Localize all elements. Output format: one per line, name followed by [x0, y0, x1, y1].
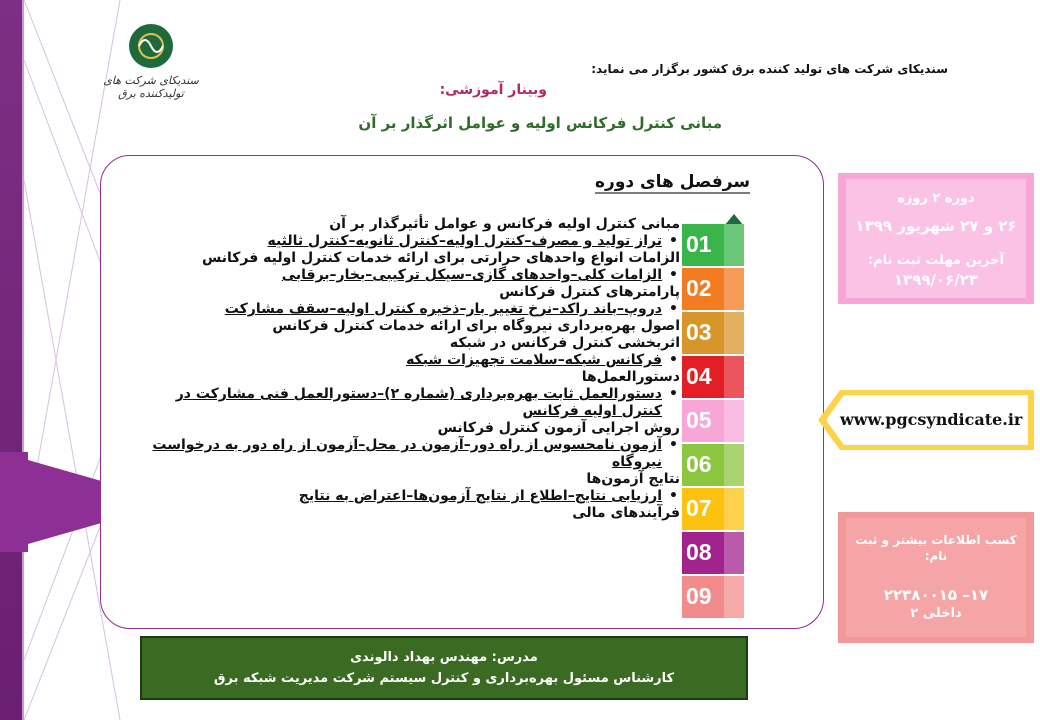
tower-block [682, 356, 744, 398]
logo-icon [129, 24, 173, 68]
syllabus-heading: سرفصل های دوره [595, 172, 751, 192]
deadline-date: ۱۳۹۹/۰۶/۲۳ [893, 271, 979, 289]
syllabus-item-text: پارامترهای کنترل فرکانس [499, 284, 680, 300]
website-link[interactable]: www.pgcsyndicate.ir [840, 410, 1023, 429]
syllabus-item-text: الزامات انواع واحدهای حرارتی برای ارائه خدمات کنترل اولیه فرکانس [201, 250, 680, 266]
teacher-name: مدرس: مهندس بهداد دالوندی [350, 650, 538, 665]
tower-block-side [724, 444, 744, 486]
syllabus-item-text: دستورالعمل‌ها [581, 369, 680, 385]
syllabus-item-text: فرآیندهای مالی [572, 505, 680, 521]
deadline-label: آخرین مهلت ثبت نام: [867, 253, 1005, 268]
tower-block-side [724, 224, 744, 266]
syllabus-item-text: روش اجرایی آزمون کنترل فرکانس [437, 420, 680, 436]
contact-phone: ۱۷– ۲۲۳۸۰۰۱۵ [883, 586, 989, 604]
syllabus-item-text: تراز تولید و مصرف–کنترل اولیه–کنترل ثانویه–کنترل ثالثیه [267, 233, 662, 249]
tower-block-side [724, 400, 744, 442]
syllabus-subitem [140, 437, 680, 471]
syllabus-item [140, 420, 680, 437]
syllabus-item-text: مبانی کنترل اولیه فرکانس و عوامل تأثیرگذار بر آن [329, 216, 680, 232]
dates-text: ۲۶ و ۲۷ شهریور ۱۳۹۹ [855, 217, 1017, 235]
syllabus-item-text: اثربخشی کنترل فرکانس در شبکه [449, 335, 680, 351]
tower-block [682, 444, 744, 486]
syllabus-item [140, 471, 680, 488]
syllabus-subitem [140, 386, 680, 420]
tower-block-side [724, 576, 744, 618]
tower-block-side [724, 356, 744, 398]
syllabus-item-text: دستورالعمل ثابت بهره‌برداری (شماره ۲)–دستورالعمل فنی مشارکت در کنترل اولیه فرکانس [175, 386, 662, 419]
syllabus-item-text: آزمون نامحسوس از راه دور–آزمون در محل–آزمون از راه دور به درخواست نیروگاه [152, 437, 662, 470]
tower-block [682, 576, 744, 618]
syllabus-item-text: اصول بهره‌برداری نیروگاه برای ارائه خدمات کنترل فرکانس [272, 318, 680, 334]
teacher-role: کارشناس مسئول بهره‌برداری و کنترل سیستم شرکت مدیریت شبکه برق [213, 671, 675, 686]
tower-block-side [724, 268, 744, 310]
syllabus-subitem [140, 233, 680, 250]
tower-block-number: 04 [686, 363, 712, 389]
webinar-label: وبینار آموزشی: [439, 82, 547, 98]
syllabus-item [140, 216, 680, 233]
contact-label: کسب اطلاعات بیشتر و ثبت نام: [855, 533, 1017, 563]
tower-block-number: 02 [686, 275, 712, 301]
tower-block-number: 09 [686, 583, 712, 609]
syllabus-subitem [140, 352, 680, 369]
tower-block [682, 532, 744, 574]
contact-box [838, 512, 1034, 643]
syllabus-subitem [140, 267, 680, 284]
tower-block-side [724, 488, 744, 530]
numbered-tower [682, 224, 744, 628]
tower-block [682, 312, 744, 354]
tower-block [682, 268, 744, 310]
tower-block [682, 488, 744, 530]
syllabus-item [140, 335, 680, 352]
syllabus-item-text: الزامات کلی–واحدهای گازی–سیکل ترکیبی–بخار–برقابی [281, 267, 662, 283]
tower-block [682, 400, 744, 442]
duration-text: دوره ۲ روزه [897, 191, 975, 206]
contact-ext: داخلی ۲ [910, 606, 962, 621]
tower-block-number: 08 [686, 539, 712, 565]
page-title: مبانی کنترل فرکانس اولیه و عوامل اثرگذار بر آن [358, 114, 722, 132]
syllabus-item-text: دروپ–باند راکد–نرخ تغییر بار–ذخیره کنترل اولیه–سقف مشارکت [224, 301, 662, 317]
logo-text: سندیکای شرکت های تولیدکننده برق [103, 74, 199, 100]
tower-block-number: 07 [686, 495, 712, 521]
tower-block-number: 01 [686, 231, 712, 257]
teacher-box [140, 636, 748, 700]
organizer-line: سندیکای شرکت های تولید کننده برق کشور برگزار می نماید: [591, 62, 948, 76]
tower-block-side [724, 532, 744, 574]
syllabus-item [140, 250, 680, 267]
syllabus-item [140, 369, 680, 386]
syllabus-subitem [140, 488, 680, 505]
tower-block-number: 05 [686, 407, 712, 433]
syllabus-list [140, 216, 680, 522]
syllabus-subitem [140, 301, 680, 318]
syllabus-item [140, 284, 680, 301]
syllabus-item [140, 318, 680, 335]
tower-block-number: 06 [686, 451, 712, 477]
syllabus-item-text: فرکانس شبکه–سلامت تجهیزات شبکه [406, 352, 662, 368]
syllabus-item-text: نتایج آزمون‌ها [586, 471, 680, 487]
syllabus-item-text: ارزیابی نتایج–اطلاع از نتایج آزمون‌ها–اعتراض به نتایج [298, 488, 662, 504]
tower-block [682, 224, 744, 266]
syllabus-item [140, 505, 680, 522]
date-box [838, 173, 1034, 304]
tower-block-number: 03 [686, 319, 712, 345]
logo [86, 24, 216, 104]
tower-block-side [724, 312, 744, 354]
